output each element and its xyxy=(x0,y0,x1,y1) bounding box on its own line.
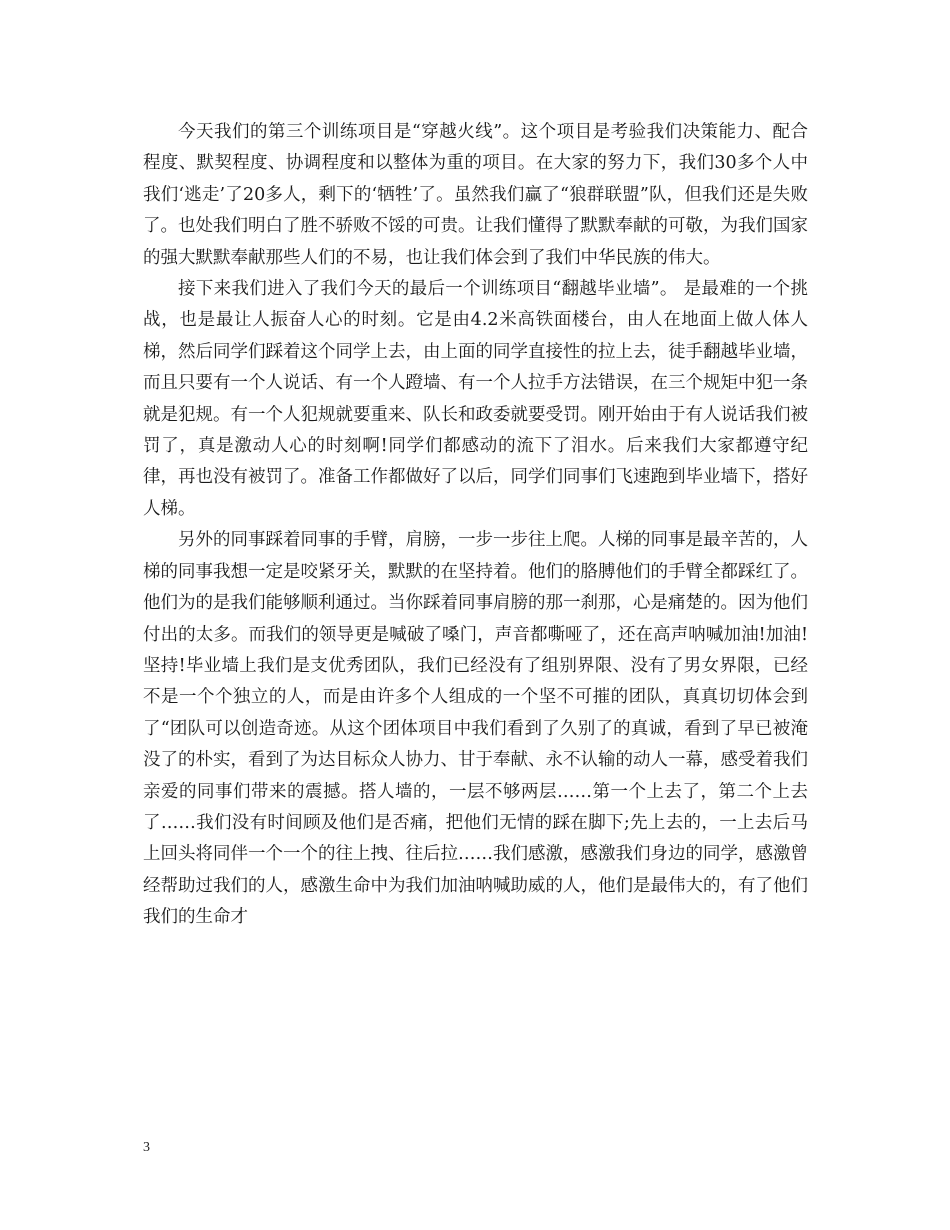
paragraph-graduation-wall: 接下来我们进入了我们今天的最后一个训练项目“翻越毕业墙”。 是最难的一个挑战，也是最让人振奋人心的时刻。它是由4.2米高铁面楼台，由人在地面上做人体人梯，然后同学们踩着这个同学上去，由上面的同学直接性的拉上去，徒手翻越毕业墙，而且只要有一个人说话、有一个人蹬墙、有一个人拉手方法错误，在三个规矩中犯一条就是犯规。有一个人犯规就要重来、队长和政委就要受罚。刚开始由于有人说话我们被罚了，真是激动人心的时刻啊!同学们都感动的流下了泪水。后来我们大家都遵守纪律，再也没有被罚了。准备工作都做好了以后，同学们同事们飞速跑到毕业墙下，搭好人梯。 xyxy=(143,279,808,519)
paragraph-crossing-fire-line: 今天我们的第三个训练项目是“穿越火线”。这个项目是考验我们决策能力、配合程度、默契程度、协调程度和以整体为重的项目。在大家的努力下，我们30多个人中我们‘逃走’了20多人，剩下的‘牺牲’了。虽然我们赢了“狼群联盟”队，但我们还是失败了。也处我们明白了胜不骄败不馁的可贵。让我们懂得了默默奉献的可敬，为我们国家的强大默默奉献那些人们的不易，也让我们体会到了我们中华民族的伟大。 xyxy=(143,122,808,268)
page-number: 3 xyxy=(143,1140,150,1155)
document-body xyxy=(143,117,808,934)
paragraph-human-ladder: 另外的同事踩着同事的手臂，肩膀，一步一步往上爬。人梯的同事是最辛苦的，人梯的同事我想一定是咬紧牙关，默默的在坚持着。他们的胳膊他们的手臂全都踩红了。他们为的是我们能够顺利通过。当你踩着同事肩膀的那一刹那，心是痛楚的。因为他们付出的太多。而我们的领导更是喊破了嗓门，声音都嘶哑了，还在高声呐喊加油!加油!坚持!毕业墙上我们是支优秀团队，我们已经没有了组别界限、没有了男女界限，已经不是一个个独立的人，而是由许多个人组成的一个坚不可摧的团队，真真切切体会到了“团队可以创造奇迹。从这个团体项目中我们看到了久别了的真诚，看到了早已被淹没了的朴实，看到了为达目标众人协力、甘于奉献、永不认输的动人一幕，感受着我们亲爱的同事们带来的震撼。搭人墙的，一层不够两层……第一个上去了，第二个上去了……我们没有时间顾及他们是否痛，把他们无情的踩在脚下;先上去的，一上去后马上回头将同伴一个一个的往上拽、往后拉……我们感激，感激我们身边的同学，感激曾经帮助过我们的人，感激生命中为我们加油呐喊助威的人，他们是最伟大的，有了他们我们的生命才 xyxy=(143,530,808,928)
